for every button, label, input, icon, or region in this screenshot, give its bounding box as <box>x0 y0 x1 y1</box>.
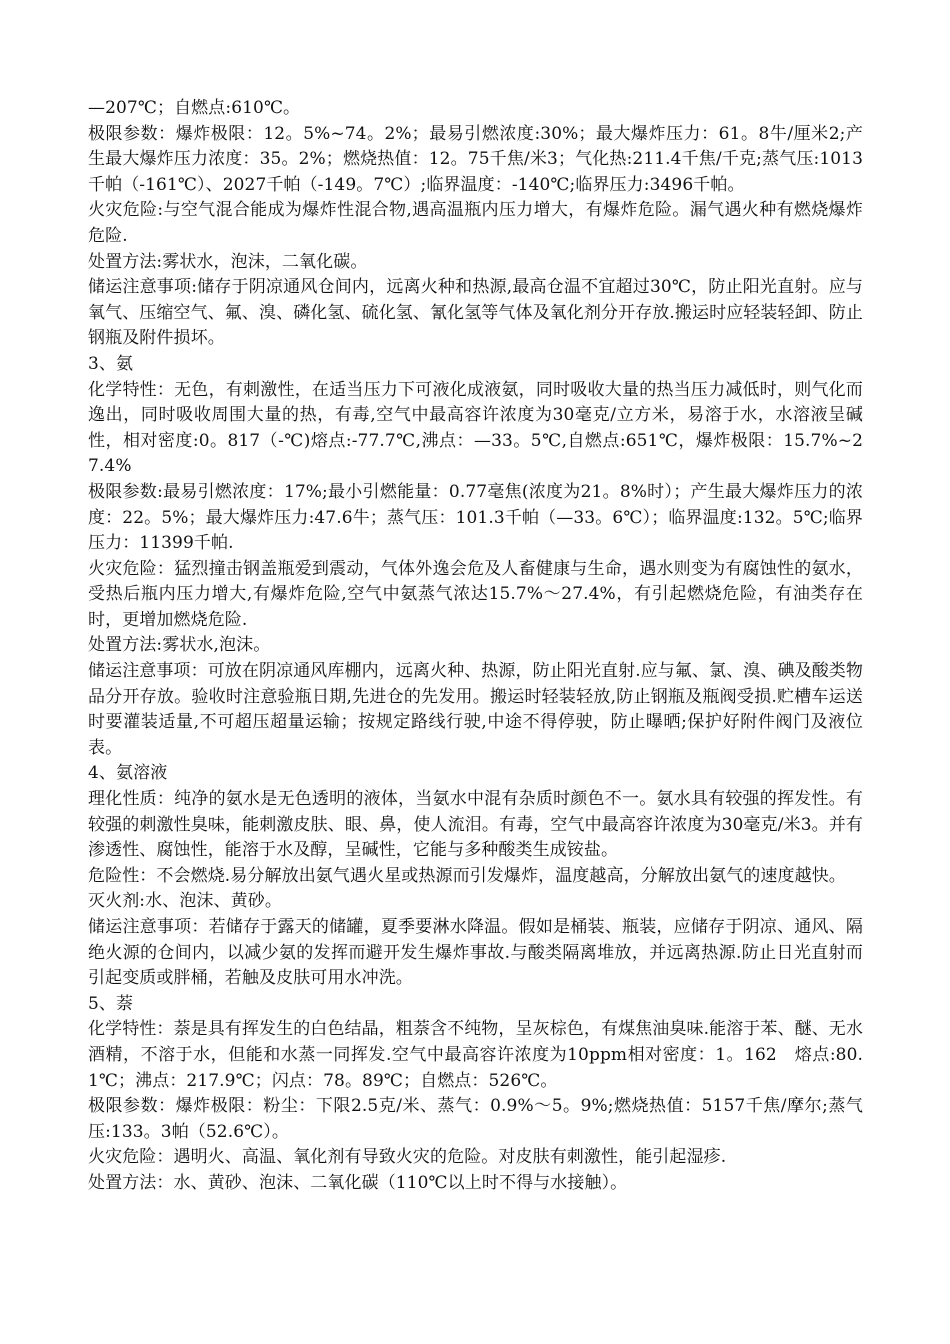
paragraph: 储运注意事项：可放在阴凉通风库棚内，远离火种、热源，防止阳光直射.应与氟、氯、溴、碘及酸类物品分开存放。验收时注意验瓶日期,先进仓的先发用。搬运时轻装轻放,防止钢瓶及瓶阀受损.贮槽车运送时要灌装适量,不可超压超量运输；按规定路线行驶,中途不得停驶，防止曝晒;保护好附件阀门及液位表。 <box>88 661 864 758</box>
paragraph: 处置方法:雾状水，泡沫，二氧化碳。 <box>88 251 368 272</box>
paragraph: —207℃；自燃点:610℃。 <box>88 98 301 118</box>
paragraph: 化学特性：萘是具有挥发生的白色结晶，粗萘含不纯物，呈灰棕色，有煤焦油臭味.能溶于苯、醚、无水酒精，不溶于水，但能和水蒸一同挥发.空气中最高容许浓度为10ppm相对密度：1。162 熔点:80.1℃；沸点：217.9℃；闪点：78。89℃；自燃点：526℃。 <box>88 1019 864 1091</box>
document-body <box>88 96 863 1197</box>
paragraph: 火灾危险:与空气混合能成为爆炸性混合物,遇高温瓶内压力增大，有爆炸危险。漏气遇火种有燃烧爆炸危险. <box>88 200 863 246</box>
paragraph: 极限参数:最易引燃浓度：17%;最小引燃能量：0.77毫焦(浓度为21。8%时）；产生最大爆炸压力的浓度：22。5%；最大爆炸压力:47.6牛；蒸气压：101.3千帕（—33。6℃）；临界温度:132。5℃;临界压力：11399千帕. <box>88 481 863 554</box>
section-heading: 4、氨溶液 <box>88 763 168 784</box>
paragraph: 极限参数：爆炸极限：粉尘：下限2.5克/米、蒸气：0.9%～5。9%;燃烧热值：5157千焦/摩尔;蒸气压:133。3帕（52.6℃）。 <box>88 1096 863 1142</box>
section-heading: 5、萘 <box>88 993 134 1014</box>
section-heading: 3、氨 <box>88 353 134 374</box>
paragraph: 灭火剂:水、泡沫、黄砂。 <box>88 891 282 912</box>
paragraph: 极限参数：爆炸极限：12。5%~74。2%；最易引燃浓度:30%；最大爆炸压力：61。8牛/厘米2;产生最大爆炸压力浓度：35。2%；燃烧热值：12。75千焦/米3；气化热:211.4千焦/千克;蒸气压:1013千帕（-161℃）、2027千帕（-149。7℃）;临界温度：-140℃;临界压力:3496千帕。 <box>88 123 863 195</box>
paragraph: 火灾危险：猛烈撞击钢盖瓶爱到震动，气体外逸会危及人畜健康与生命，遇水则变为有腐蚀性的氨水，受热后瓶内压力增大,有爆炸危险,空气中氨蒸气浓达15.7%～27.4%，有引起燃烧危险，有油类存在时，更增加燃烧危险. <box>88 558 863 630</box>
paragraph: 理化性质：纯净的氨水是无色透明的液体，当氨水中混有杂质时颜色不一。氨水具有较强的挥发性。有较强的刺激性臭味，能刺激皮肤、眼、鼻，使人流泪。有毒，空气中最高容许浓度为30毫克/米3。并有渗透性、腐蚀性，能溶于水及醇，呈碱性，它能与多种酸类生成铵盐。 <box>88 789 863 861</box>
paragraph: 危险性：不会燃烧.易分解放出氨气遇火星或热源而引发爆炸，温度越高，分解放出氨气的速度越快。 <box>88 865 846 886</box>
paragraph: 储运注意事项：若储存于露天的储罐，夏季要淋水降温。假如是桶装、瓶装，应储存于阴凉、通风、隔绝火源的仓间内，以减少氨的发挥而避开发生爆炸事故.与酸类隔离堆放，并远离热源.防止日光直射而引起变质或胖桶，若触及皮肤可用水冲洗。 <box>88 917 863 989</box>
paragraph: 处置方法:雾状水,泡沫。 <box>88 635 271 656</box>
paragraph: 化学特性：无色，有刺激性，在适当压力下可液化成液氨，同时吸收大量的热当压力减低时，则气化而逸出，同时吸收周围大量的热，有毒,空气中最高容许浓度为30毫克/立方米，易溶于水，水溶液呈碱性，相对密度:0。817（-℃)熔点:-77.7℃,沸点：—33。5℃,自燃点:651℃，爆炸极限：15.7%~27.4% <box>88 379 863 477</box>
paragraph: 火灾危险：遇明火、高温、氧化剂有导致火灾的危险。对皮肤有刺激性，能引起湿疹. <box>88 1147 727 1168</box>
paragraph: 处置方法：水、黄砂、泡沫、二氧化碳（110℃以上时不得与水接触）。 <box>88 1172 628 1193</box>
paragraph: 储运注意事项:储存于阴凉通风仓间内，远离火种和热源,最高仓温不宜超过30℃，防止阳光直射。应与氧气、压缩空气、氟、溴、磷化氢、硫化氢、氰化氢等气体及氧化剂分开存放.搬运时应轻装轻卸、防止钢瓶及附件损坏。 <box>88 277 864 349</box>
